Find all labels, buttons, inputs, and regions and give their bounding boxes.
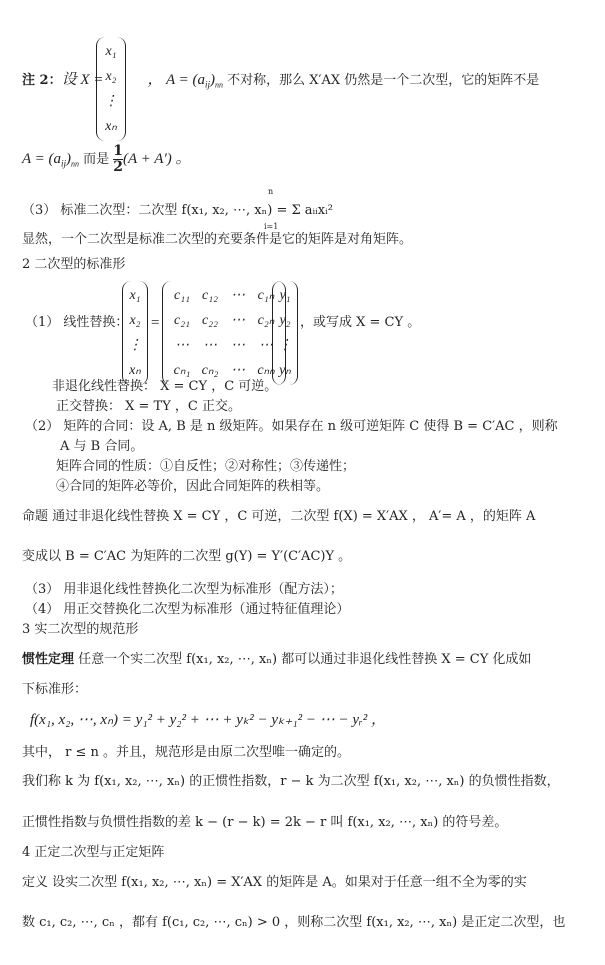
proposition-line1: 命题 通过非退化线性替换 X = CY ，C 可逆，二次型 f(X) = X′AX ， A′= A ，的矩阵 A xyxy=(22,509,536,524)
matrix-entry: ⋮ xyxy=(128,338,142,353)
matrix-entry: cₙ₂ xyxy=(201,363,219,378)
inertia-line2: 下标准形： xyxy=(22,682,88,697)
matrix-c xyxy=(162,281,286,385)
congruence-prop4: ④合同的矩阵必等价，因此合同矩阵的秩相等。 xyxy=(56,479,330,494)
frac-num: 1 xyxy=(113,143,124,159)
matrix-entry: ⋮ xyxy=(278,338,292,353)
matrix-entry: x₂ xyxy=(129,313,141,328)
definition-line2: 数 c₁, c₂, ⋯, cₙ ，都有 f(c₁, c₂, ⋯, cₙ) > 0 ，则称二次型 f(x₁, x₂, ⋯, xₙ) 是正定二次型，也 xyxy=(22,915,566,930)
orthogonal-text: 正交替换： X = TY ，C 正交。 xyxy=(56,399,242,414)
matrix-entry: ⋯ xyxy=(231,313,245,328)
method-3: （3） 用非退化线性替换化二次型为标准形（配方法）； xyxy=(25,582,343,597)
sum-bottom: i=1 xyxy=(264,222,279,231)
matrix-entry: ⋯ xyxy=(259,338,273,353)
note2-pre: 设 X = xyxy=(61,72,104,88)
matrix-entry: ⋯ xyxy=(231,363,245,378)
equals: = xyxy=(150,315,161,331)
obvious-text: 显然，一个二次型是标准二次型的充要条件是它的矩阵是对角矩阵。 xyxy=(22,232,413,247)
matrix-entry: xₙ xyxy=(105,119,117,134)
nondegenerate-text: 非退化线性替换： X = CY ，C 可逆。 xyxy=(52,379,278,394)
matrix-entry: cₙₙ xyxy=(257,363,275,378)
note2-sub: ij xyxy=(205,79,211,90)
matrix-entry: ⋯ xyxy=(231,288,245,303)
inertia-label: 惯性定理 xyxy=(22,652,75,667)
congruence-props: 矩阵合同的性质：①自反性；②对称性；③传递性； xyxy=(56,459,356,474)
matrix-entry: x₁ xyxy=(105,44,117,59)
method-4: （4） 用正交替换化二次型为标准形（通过特征值理论） xyxy=(25,602,350,617)
note2-label: 注 2： xyxy=(22,73,62,88)
inertia-text: 任意一个实二次型 f(x₁, x₂, ⋯, xₙ) 都可以通过非退化线性替换 X = CY 化成如 xyxy=(74,652,532,667)
congruence-line1: （2） 矩阵的合同：设 A, B 是 n 级矩阵。如果存在 n 级可逆矩阵 C 使得 B = C′AC ，则称 xyxy=(25,419,558,434)
matrix-entry: x₂ xyxy=(105,69,117,84)
canonical-form: f(x₁, x₂, ⋯, xₙ) = y₁² + y₂² + ⋯ + yₖ² − yₖ₊₁² − ⋯ − yᵣ² ， xyxy=(30,712,386,728)
matrix-entry: yₙ xyxy=(279,363,291,378)
matrix-entry: y₂ xyxy=(279,313,291,328)
matrix-entry: c₁₂ xyxy=(202,288,218,303)
where-text: 其中， r ≤ n 。并且，规范形是由原二次型唯一确定的。 xyxy=(22,745,351,760)
a-sum: (A + A′) 。 xyxy=(123,151,191,167)
matrix-entry: xₙ xyxy=(129,363,141,378)
matrix-entry: x₁ xyxy=(129,288,141,303)
congruence-line2: A 与 B 合同。 xyxy=(60,439,144,454)
matrix-entry: ⋮ xyxy=(104,94,118,109)
vector-x xyxy=(96,37,126,141)
standard-form-text: （3） 标准二次型：二次型 f(x₁, x₂, ⋯, xₙ) = Σ aᵢᵢxᵢ² xyxy=(22,203,333,218)
a-sub: ij xyxy=(61,158,67,169)
matrix-entry: c₁₁ xyxy=(174,288,190,303)
note2-line: 注 2：设 X = ， $A = (a_{ij})_{nn}$ 不对称，那么 X′AX 仍然是一个二次型，它的矩阵不是 xyxy=(22,72,540,90)
linear-tail: ，或写成 X = CY 。 xyxy=(300,315,421,330)
standard-form-line xyxy=(22,202,333,220)
matrix-entry: y₁ xyxy=(279,288,291,303)
matrix-entry: ⋯ xyxy=(203,338,217,353)
index-line2: 正惯性指数与负惯性指数的差 k − (r − k) = 2k − r 叫 f(x₁, x₂, ⋯, xₙ) 的符号差。 xyxy=(22,815,508,830)
note2-mid: ， A = (a xyxy=(147,72,206,88)
a-eq: A = (a xyxy=(22,151,62,167)
definition-line1: 定义 设实二次型 f(x₁, x₂, ⋯, xₙ) = X′AX 的矩阵是 A。如果对于任意一组不全为零的实 xyxy=(22,875,527,890)
vector-x2 xyxy=(122,281,148,385)
proposition-line2: 变成以 B = C′AC 为矩阵的二次型 g(Y) = Y′(C′AC)Y 。 xyxy=(22,549,352,564)
matrix-entry: c₂ₙ xyxy=(257,313,275,328)
linear-label: （1） 线性替换： xyxy=(25,315,129,330)
a-sub2: nn xyxy=(71,159,80,169)
frac-den: 2 xyxy=(113,159,124,175)
matrix-entry: c₂₂ xyxy=(202,313,218,328)
matrix-entry: ⋯ xyxy=(175,338,189,353)
heading-3: 3 实二次型的规范形 xyxy=(22,622,139,637)
note2-line2: $A = (a_{ij})_{nn}$ 而是 $\frac{1}{2}$ (A + A′) 。 xyxy=(22,143,191,175)
fraction-half xyxy=(113,144,123,175)
vector-y xyxy=(272,281,298,385)
sum-top: n xyxy=(268,187,274,196)
note2-post: 不对称，那么 X′AX 仍然是一个二次型，它的矩阵不是 xyxy=(223,73,540,88)
matrix-entry: cₙ₁ xyxy=(173,363,191,378)
inertia-line1 xyxy=(22,651,531,669)
matrix-entry: c₁ₙ xyxy=(257,288,275,303)
note2-sub2: nn xyxy=(215,80,224,90)
heading-2: 2 二次型的标准形 xyxy=(22,257,126,272)
matrix-entry: ⋯ xyxy=(231,338,245,353)
index-line1: 我们称 k 为 f(x₁, x₂, ⋯, xₙ) 的正惯性指数，r − k 为二次型 f(x₁, x₂, ⋯, xₙ) 的负惯性指数， xyxy=(22,774,560,789)
a-text: 而是 xyxy=(79,152,114,167)
heading-4: 4 正定二次型与正定矩阵 xyxy=(22,845,165,860)
matrix-entry: c₂₁ xyxy=(174,313,190,328)
